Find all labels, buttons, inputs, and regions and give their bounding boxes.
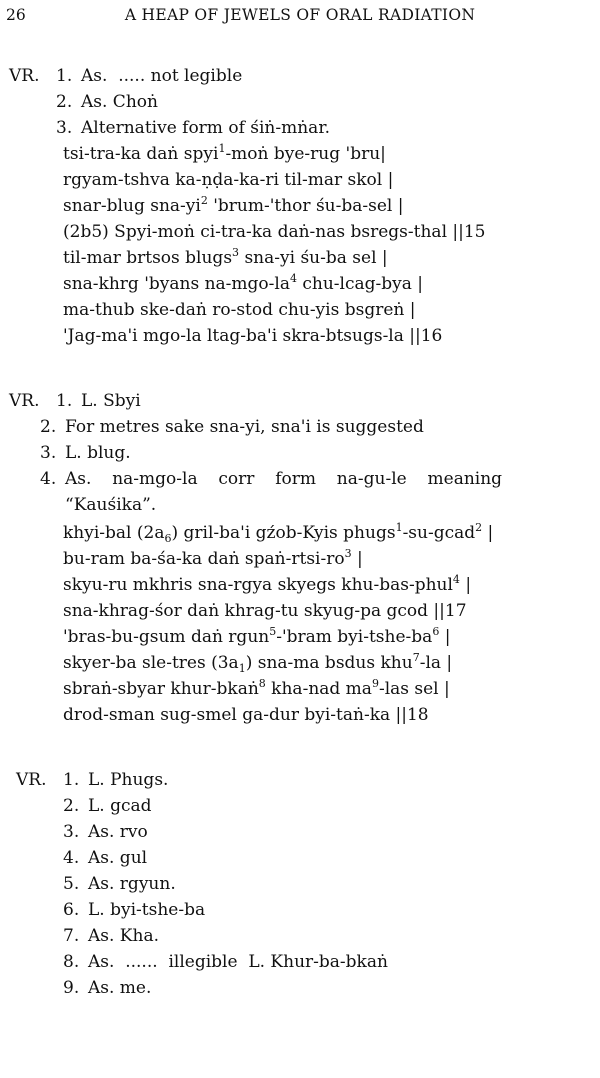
verse-line: skyer-ba sle-tres $(3a_1)$ sna-ma bsdus khu$^7$-la |	[63, 651, 453, 675]
verse-line: rgyam-tshva ka-ṇḍa-ka-ri til-mar skol |	[63, 170, 394, 190]
note: 3. As. rvo	[63, 822, 148, 842]
note: 4. As. na-mgo-la corr form na-gu-le meaning	[40, 469, 503, 489]
vr-label: VR.	[9, 66, 40, 86]
note: 9. As. me.	[63, 978, 152, 998]
note: 2. For metres sake sna-yi, sna'i is suggested	[40, 417, 424, 437]
vr-label: VR.	[16, 770, 47, 790]
verse-line: 'bras-bu-gsum daṅ rgun$^5$-'bram byi-$tshe-ba^6$ |	[63, 625, 451, 647]
verse-line: ma-thub ske-daṅ ro-stod chu-yis bsgreṅ |	[63, 300, 416, 320]
verse-line: sbraṅ-sbyar khur-bkaṅ$^8$ kha-nad $ma^9$-las sel |	[63, 677, 450, 699]
vr-label: VR.	[9, 391, 40, 411]
verse-line: khyi-bal $(2a_6)$ gril-ba'i gźob-Kyis phugs$^1$-su-gcad$^2$ |	[63, 521, 494, 545]
note: 1. L. Phugs.	[63, 770, 169, 790]
note: 2. As. Choṅ	[56, 92, 158, 112]
page-number: 26	[6, 6, 26, 24]
note: 4. As. gul	[63, 848, 148, 868]
verse-line: drod-sman sug-smel ga-dur byi-taṅ-ka ||18	[63, 705, 429, 725]
verse-line: til-mar brtsos blugs$^3$ sna-yi śu-ba sel |	[63, 246, 388, 268]
note: 8. As. ...... illegible L. Khur-ba-bkaṅ	[63, 952, 388, 972]
verse-line: (2b5) Spyi-moṅ ci-tra-ka daṅ-nas bsregs-thal ||15	[63, 222, 486, 242]
note: 5. As. rgyun.	[63, 874, 176, 894]
running-title: A HEAP OF JEWELS OF ORAL RADIATION	[124, 6, 476, 24]
note: 1. As. ..... not legible	[56, 66, 243, 86]
verse-line: sna-khrag-śor daṅ khrag-tu skyug-pa gcod ||17	[63, 601, 467, 621]
verse-line: bu-ram ba-śa-ka daṅ spaṅ-$rtsi-ro^3$ |	[63, 547, 363, 569]
note: 2. L. gcad	[63, 796, 152, 816]
note: 3. L. blug.	[40, 443, 131, 463]
verse-line: skyu-ru mkhris sna-rgya skyegs khu-bas-phul$^4$ |	[63, 573, 472, 595]
verse-line: tsi-tra-ka daṅ spyi$^1$-moṅ bye-rug 'bru|	[63, 142, 386, 164]
note: 6. L. byi-tshe-ba	[63, 900, 206, 920]
verse-line: 'Jag-ma'i mgo-la ltag-ba'i skra-btsugs-la ||16	[63, 326, 443, 346]
verse-line: snar-blug sna-$yi^2$ 'brum-'thor śu-ba-sel |	[63, 194, 404, 216]
verse-line: sna-khrg 'byans $na-mgo-la^4$ chu-lcag-bya |	[63, 272, 424, 294]
note: 1. L. Sbyi	[56, 391, 141, 411]
note: 7. As. Kha.	[63, 926, 159, 946]
note: 3. Alternative form of śiṅ-mṅar.	[56, 118, 330, 138]
running-header	[6, 4, 594, 28]
note-continuation: “Kauśika”.	[65, 495, 157, 515]
